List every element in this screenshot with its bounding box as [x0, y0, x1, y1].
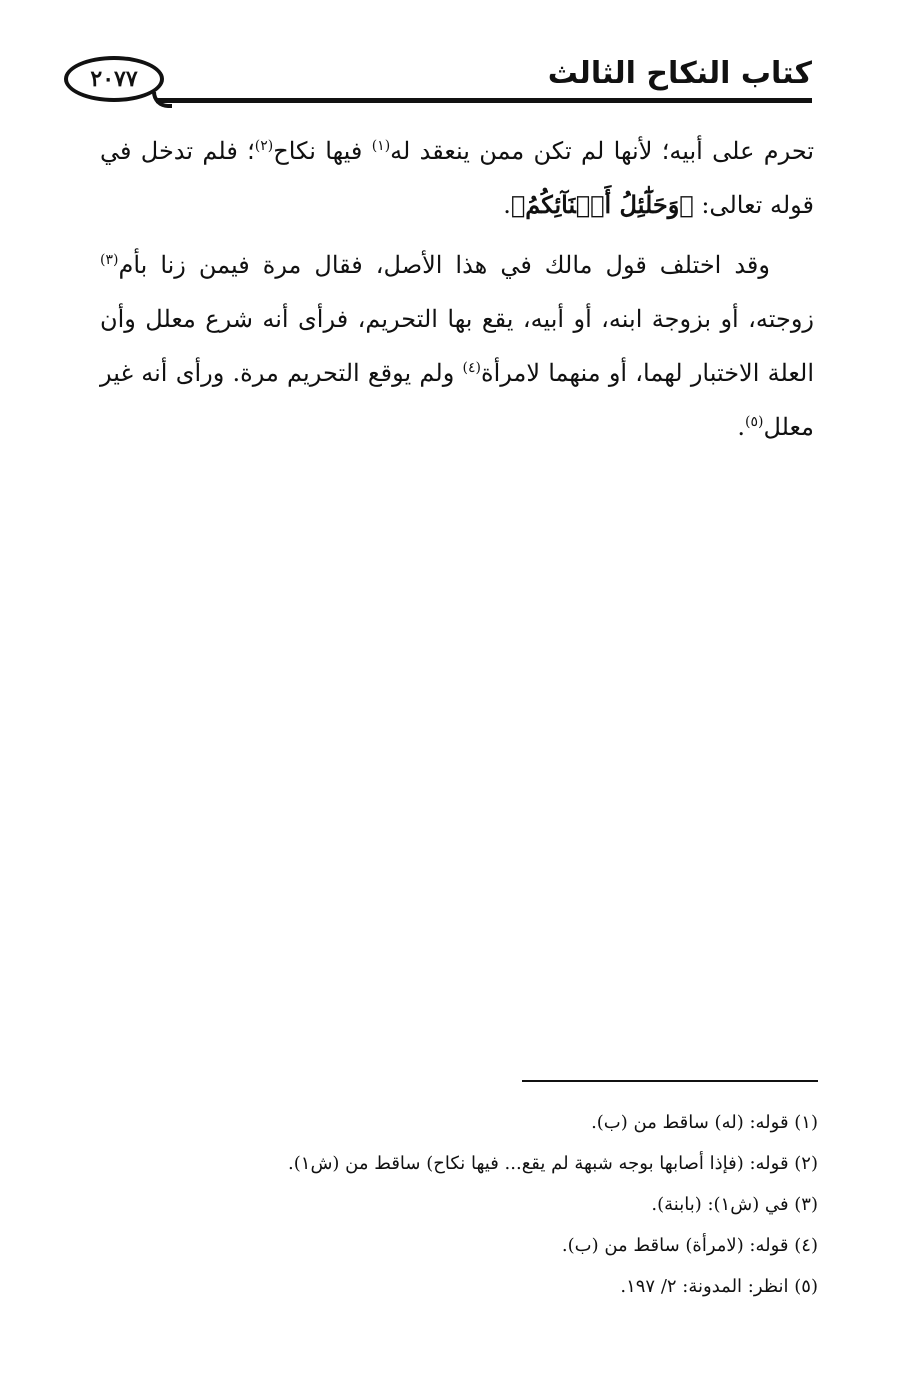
text-run: ؛ فلم تدخل في قوله تعالى:: [100, 137, 814, 219]
footnotes: [96, 1102, 818, 1307]
footnote-ref: (٤): [462, 360, 481, 376]
page-number: ٢٠٧٧: [90, 66, 138, 92]
paragraph-2: [100, 238, 814, 454]
book-title: كتاب النكاح الثالث: [547, 56, 812, 91]
footnote-item: (١) قوله: (له) ساقط من (ب).: [591, 1112, 818, 1133]
text-run: وقد اختلف قول مالك في هذا الأصل، فقال مرة فيمن زنا بأم: [118, 251, 770, 279]
footnote-ref: (١): [371, 138, 391, 154]
header-rule: [156, 98, 812, 103]
text-run: فيها نكاح: [273, 137, 372, 165]
page-number-badge: [64, 56, 164, 102]
page-badge-tail: [152, 92, 172, 108]
text-run: تحرم على أبيه؛ لأنها لم تكن ممن ينعقد له: [390, 137, 814, 165]
footnote-ref: (٣): [100, 252, 119, 268]
text-run: زوجته، أو بزوجة ابنه، أو أبيه، يقع بها التحريم، فرأى أنه شرع معلل وأن العلة الاختبار لهما، أو منهما لامرأة: [100, 305, 814, 387]
paragraph-1: [100, 124, 814, 232]
quran-verse: ﴿وَحَلَٰٓئِلُ أَبۡنَآئِكُمُ﴾: [510, 190, 694, 219]
footnote-item: (٣) في (ش١): (بابنة).: [651, 1194, 818, 1215]
main-text: [100, 124, 814, 454]
text-run: .: [737, 413, 745, 441]
page-header: [64, 52, 812, 108]
footnote-ref: (٢): [254, 138, 274, 154]
footnote-separator: [522, 1080, 818, 1082]
footnote-item: (٢) قوله: (فإذا أصابها بوجه شبهة لم يقع... فيها نكاح) ساقط من (ش١).: [288, 1153, 818, 1174]
text-run: ولم يوقع التحريم مرة. ورأى أنه غير معلل: [100, 359, 814, 441]
footnote-item: (٤) قوله: (لامرأة) ساقط من (ب).: [561, 1235, 818, 1256]
text-run: .: [503, 191, 511, 219]
footnote-item: (٥) انظر: المدونة: ٢/ ١٩٧.: [620, 1276, 818, 1297]
footnote-ref: (٥): [744, 414, 764, 430]
